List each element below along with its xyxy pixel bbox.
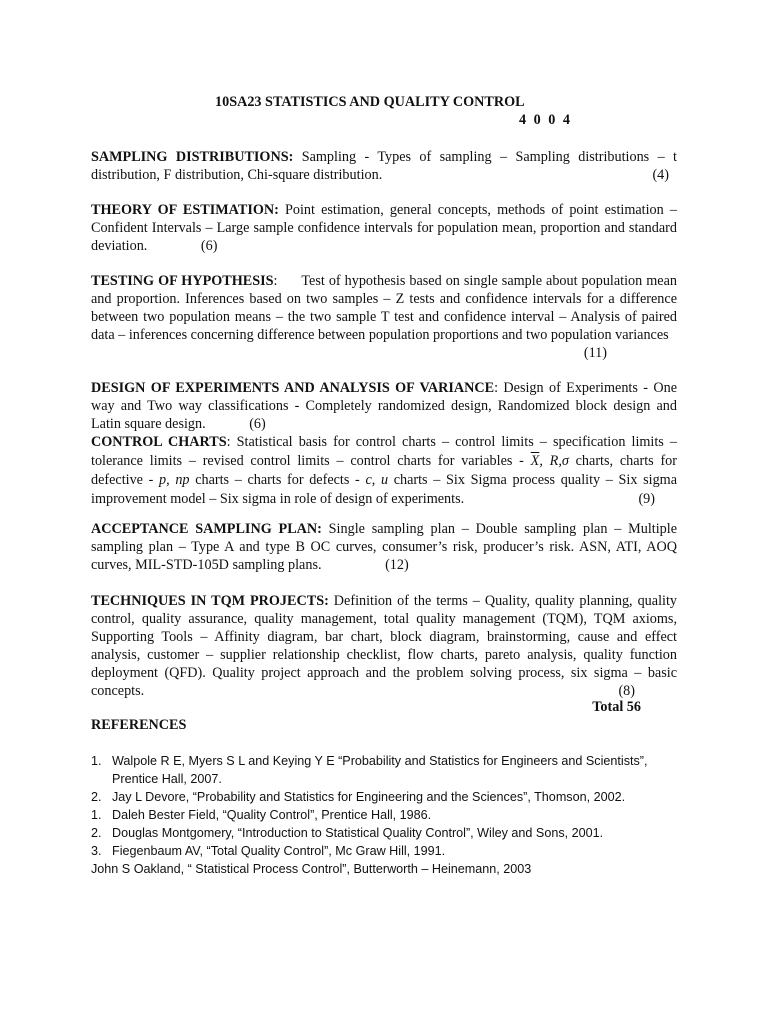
section-body: Single sampling plan – Double sampling plan – Multiple sampling plan – Type A and type B OC curves, consumer’s risk, producer’s risk. ASN, ATI, AOQ curves, MIL-STD-105D sampling plans. bbox=[91, 521, 678, 573]
section-hypothesis bbox=[91, 272, 681, 362]
references-heading: REFERENCES bbox=[91, 717, 187, 733]
section-body: charts – Six Sigma process quality – Six sigma improvement model – Six sigma in role of design of experiments. bbox=[91, 472, 677, 507]
references-list bbox=[91, 752, 677, 878]
reference-item: 1. Walpole R E, Myers S L and Keying Y E “Probability and Statistics for Engineers and Scientists”, Prentice Hall, 2007. bbox=[91, 754, 648, 786]
section-sampling bbox=[91, 148, 677, 184]
section-marks: (6) bbox=[200, 238, 218, 254]
xbar-symbol: $\overline{X}$ bbox=[530, 453, 540, 469]
section-doe bbox=[91, 379, 677, 433]
course-title: 10SA23 STATISTICS AND QUALITY CONTROL bbox=[215, 94, 525, 110]
section-marks: (4) bbox=[652, 167, 669, 183]
section-heading: SAMPLING DISTRIBUTIONS: bbox=[91, 149, 294, 165]
section-heading: CONTROL CHARTS bbox=[91, 434, 227, 450]
reference-item: 2. Douglas Montgomery, “Introduction to Statistical Quality Control”, Wiley and Sons, 2001. bbox=[91, 826, 604, 840]
section-marks: (11) bbox=[583, 345, 607, 361]
section-body: Definition of the terms – Quality, quality planning, quality control, quality assurance, quality management, total quality management (TQM), TQM axioms, Supporting Tools – Affinity diagram, bar chart, block diagram, brainstorming, cause and effect analysis, customer – supplier relationship checklist, flow charts, pareto analysis, quality function deployment (QFD). Quality project approach and the problem solving process, six sigma – basic concepts. bbox=[91, 593, 677, 699]
section-body: : Test of hypothesis based on single sample about population mean and proportion. Inferences based on two samples – Z tests and confidence intervals for a difference between two population means – the two sample T test and confidence interval – Analysis of paired data – inferences concerning difference between population proportions and two population variances bbox=[91, 273, 681, 343]
cu-symbol: c, u bbox=[365, 472, 389, 488]
section-marks: (12) bbox=[385, 557, 409, 573]
section-body: : Statistical basis for control charts – control limits – specification limits – tolerance limits – revised control limits – control charts for variables - bbox=[91, 434, 677, 469]
r-sigma-symbol: , R,σ bbox=[539, 453, 569, 469]
reference-item: 3. Fiegenbaum AV, “Total Quality Control”, Mc Graw Hill, 1991. bbox=[91, 844, 446, 858]
section-body: Sampling - Types of sampling – Sampling distributions – t distribution, F distribution, Chi-square distribution. bbox=[91, 149, 677, 183]
reference-item: 2. Jay L Devore, “Probability and Statistics for Engineering and the Sciences”, Thomson, 2002. bbox=[91, 790, 626, 804]
section-marks: (8) bbox=[618, 683, 635, 699]
section-marks: (6) bbox=[249, 416, 266, 432]
section-body: Point estimation, general concepts, methods of point estimation – Confident Intervals – Large sample confidence intervals for population mean, proportion and standard deviation. bbox=[91, 202, 677, 254]
reference-item: 1. Daleh Bester Field, “Quality Control”, Prentice Hall, 1986. bbox=[91, 808, 432, 822]
section-body: charts, charts for defective - bbox=[91, 453, 678, 488]
total-marks: Total 56 bbox=[592, 699, 641, 715]
reference-item: John S Oakland, “ Statistical Process Control”, Butterworth – Heinemann, 2003 bbox=[91, 862, 532, 876]
section-heading: TECHNIQUES IN TQM PROJECTS: bbox=[91, 593, 329, 609]
section-marks: (9) bbox=[638, 491, 655, 507]
section-heading: TESTING OF HYPOTHESIS bbox=[91, 273, 274, 289]
section-estimation bbox=[91, 201, 677, 255]
section-acceptance bbox=[91, 520, 677, 574]
section-heading: THEORY OF ESTIMATION: bbox=[91, 202, 279, 218]
pnp-symbol: p, np bbox=[159, 472, 190, 488]
section-heading: ACCEPTANCE SAMPLING PLAN: bbox=[91, 521, 322, 537]
section-tqm bbox=[91, 592, 677, 700]
section-body: charts – charts for defects - bbox=[189, 472, 366, 488]
section-heading: DESIGN OF EXPERIMENTS AND ANALYSIS OF VARIANCE bbox=[91, 380, 495, 396]
course-credits: 4 0 0 4 bbox=[519, 112, 571, 128]
section-body: : Design of Experiments - One way and Two way classifications - Completely randomized design, Randomized block design and Latin square design. bbox=[91, 380, 677, 432]
section-control-charts bbox=[91, 433, 677, 509]
